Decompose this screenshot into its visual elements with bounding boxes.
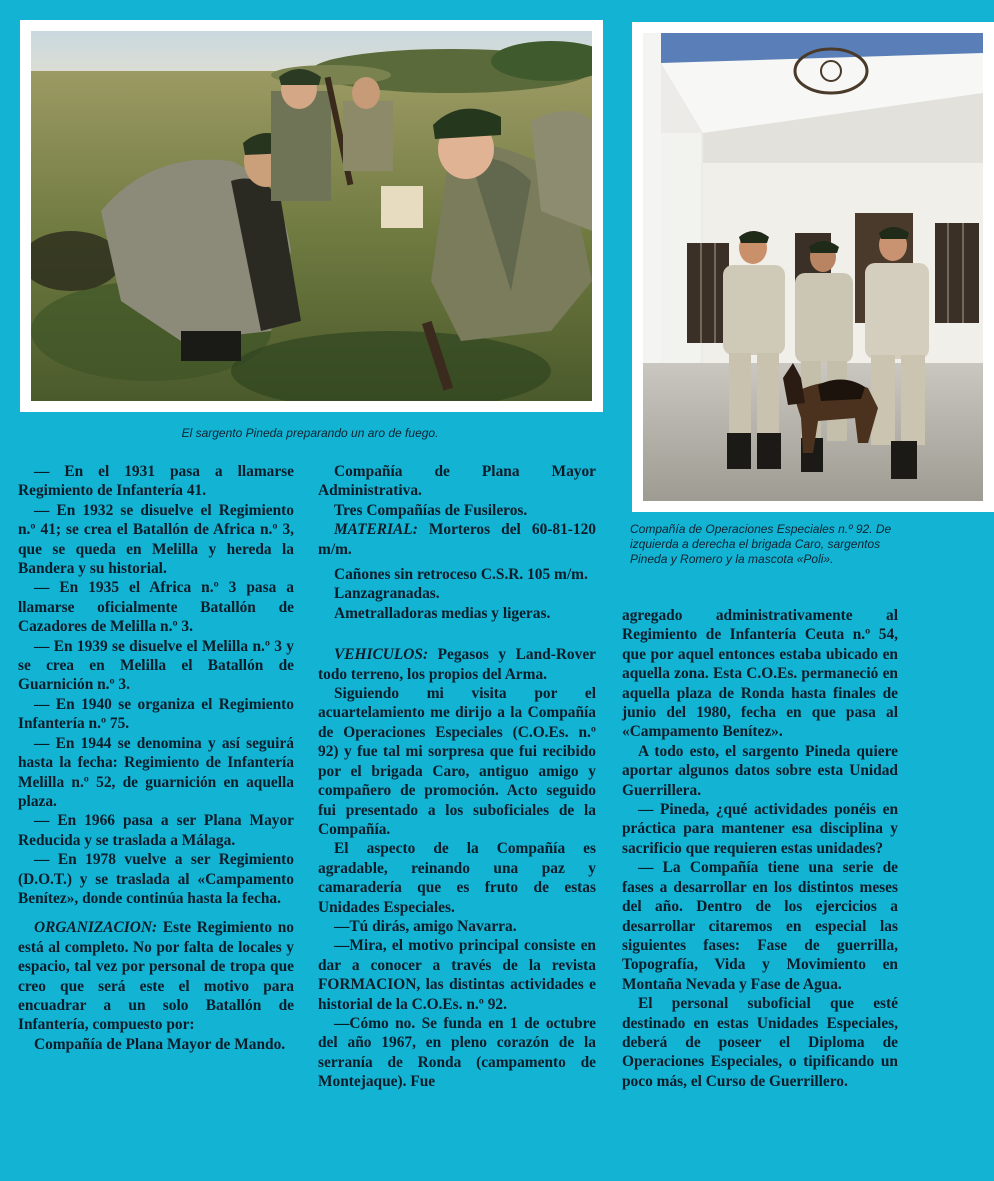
field-exercise-image <box>31 31 592 401</box>
paragraph: Ametralladoras medias y ligeras. <box>334 604 551 622</box>
article-column-1 <box>18 462 294 1054</box>
paragraph: A todo esto, el sargento Pineda quiere aportar algunos datos sobre esta Unidad Guerrillera. <box>622 742 898 799</box>
paragraph: El personal suboficial que esté destinado en estas Unidades Especiales, deberá de poseer el Diploma de Operaciones Especiales, o tipificando un poco más, el Curso de Guerrillero. <box>622 995 898 1090</box>
paragraph: Siguiendo mi visita por el acuartelamiento me dirijo a la Compañía de Operaciones Especiales (C.O.Es. n.º 92) y fue tal mi sorpresa que fui recibido por el brigada Caro, antiguo amigo y compañero de promoción. Acto seguido fui presentado a los suboficiales de la Compañía. <box>318 685 596 838</box>
paragraph: —Tú dirás, amigo Navarra. <box>334 917 517 935</box>
section-label-material: MATERIAL: <box>334 521 418 539</box>
paragraph: El aspecto de la Compañía es agradable, reinando una paz y camaradería que es fruto de estas Unidades Especiales. <box>318 840 596 916</box>
paragraph: Compañía de Plana Mayor Administrativa. <box>318 463 596 500</box>
paragraph: — En 1978 vuelve a ser Regimiento (D.O.T.) y se traslada al «Campamento Benítez», donde continúa hasta la fecha. <box>18 851 294 907</box>
paragraph: agregado administrativamente al Regimiento de Infantería Ceuta n.º 54, que por aquel entonces estaba ubicado en aquella zona. Esta C.O.Es. permaneció en aquella plaza de Ronda hasta finales de junio del 1980, fecha en que pasa al «Campamento Benítez». <box>622 607 898 741</box>
company-portrait-image <box>643 33 983 501</box>
paragraph: Cañones sin retroceso C.S.R. 105 m/m. <box>334 566 588 584</box>
photo-field-exercise <box>20 20 603 412</box>
section-label-vehiculos: VEHICULOS: <box>334 646 429 664</box>
article-column-3 <box>622 606 898 1091</box>
paragraph-text: Este Regimiento no está al completo. No por falta de locales y espacio, tal vez por personal de tropa que creo que será este el motivo para encuadrar a un solo Batallón de Infantería, compuesto por: <box>18 919 294 1034</box>
paragraph: — En 1939 se disuelve el Melilla n.º 3 y se crea en Melilla el Batallón de Guarnición n.º 3. <box>18 637 294 694</box>
paragraph: — En el 1931 pasa a llamarse Regimiento de Infantería 41. <box>18 463 294 500</box>
organizacion-paragraph <box>18 918 294 1034</box>
paragraph-text: Morteros del 60-81-120 m/m. <box>318 521 596 558</box>
paragraph: — La Compañía tiene una serie de fases a desarrollar en los distintos meses del año. Dentro de los ejercicios a desarrollar citaremos en especial las siguientes fases: Fase de guerrilla, Topografía, Vida y Movimiento en Montaña Nevada y Fase de Agua. <box>622 859 898 993</box>
paragraph: —Cómo no. Se funda en 1 de octubre del año 1967, en pleno corazón de la serranía de Ronda (campamento de Montejaque). Fue <box>318 1014 596 1091</box>
paragraph: — Pineda, ¿qué actividades ponéis en práctica para mantener esa disciplina y sacrificio que requieren estas unidades? <box>622 801 898 857</box>
article-column-2 <box>318 462 596 1092</box>
paragraph: Lanzagranadas. <box>334 585 440 603</box>
vehiculos-paragraph <box>318 645 596 684</box>
paragraph: — En 1966 pasa a ser Plana Mayor Reducida y se traslada a Málaga. <box>18 812 294 849</box>
material-paragraph <box>318 520 596 559</box>
photo-caption-company: Compañía de Operaciones Especiales n.º 92. De izquierda a derecha el brigada Caro, sargentos Pineda y Romero y la mascota «Poli». <box>630 522 892 566</box>
paragraph: Tres Compañías de Fusileros. <box>334 501 528 519</box>
paragraph: — En 1935 el Africa n.º 3 pasa a llamarse oficialmente Batallón de Cazadores de Melilla n.º 3. <box>18 579 294 636</box>
section-label-organizacion: ORGANIZACION: <box>34 919 158 937</box>
paragraph: —Mira, el motivo principal consiste en dar a conocer a través de la revista FORMACION, las distintas actividades e historial de la C.O.Es. n.º 92. <box>318 937 596 1013</box>
paragraph: — En 1940 se organiza el Regimiento Infantería n.º 75. <box>18 695 294 733</box>
photo-caption-field: El sargento Pineda preparando un aro de fuego. <box>181 426 439 440</box>
paragraph: — En 1944 se denomina y así seguirá hasta la fecha: Regimiento de Infantería Melilla n.º 52, de guarnición en aquella plaza. <box>18 734 294 810</box>
paragraph: — En 1932 se disuelve el Regimiento n.º 41; se crea el Batallón de Africa n.º 3, que se queda en Melilla y hereda la Bandera y su historial. <box>18 501 294 578</box>
photo-company-portrait <box>632 22 994 512</box>
paragraph-text: Pegasos y Land-Rover todo terreno, los propios del Arma. <box>318 646 596 683</box>
paragraph: Compañía de Plana Mayor de Mando. <box>34 1035 286 1053</box>
